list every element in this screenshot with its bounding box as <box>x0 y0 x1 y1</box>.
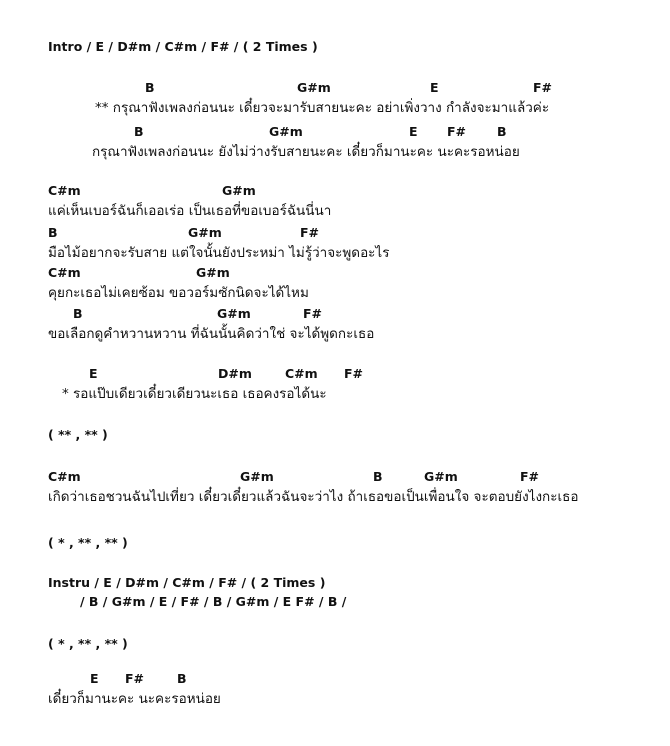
lyric-line: เดี๋ยวก็มานะคะ นะคะรอหน่อย <box>48 691 221 707</box>
lyric-line: กรุณาฟังเพลงก่อนนะ ยังไม่ว่างรับสายนะคะ เดี๋ยวก็มานะคะ นะคะรอหน่อย <box>92 144 520 160</box>
chord-fsharp: F# <box>300 225 320 240</box>
chord-dsharpm: D#m <box>218 366 252 381</box>
chord-gsharpm: G#m <box>240 469 274 484</box>
repeat-2-text: ( * , ** , ** ) <box>48 535 128 550</box>
lyric-line: ขอเลือกดูคำหวานหวาน ที่ฉันนั้นคิดว่าใช่ จะได้พูดกะเธอ <box>48 326 375 342</box>
lyric-line: ** กรุณาฟังเพลงก่อนนะ เดี๋ยวจะมารับสายนะคะ อย่าเพิ่งวาง กำลังจะมาแล้วค่ะ <box>95 100 550 116</box>
chord-fsharp: F# <box>125 671 145 686</box>
chord-fsharp: F# <box>303 306 323 321</box>
intro-text: Intro / E / D#m / C#m / F# / ( 2 Times ) <box>48 39 318 54</box>
chord-b: B <box>73 306 83 321</box>
chord-b: B <box>497 124 507 139</box>
lyric-line: มือไม้อยากจะรับสาย แต่ใจนั้นยังประหม่า ไม่รู้ว่าจะพูดอะไร <box>48 245 390 261</box>
chord-b: B <box>145 80 155 95</box>
chord-e: E <box>89 366 98 381</box>
chord-b: B <box>177 671 187 686</box>
lyric-line: แค่เห็นเบอร์ฉันก็เออเร่อ เป็นเธอที่ขอเบอร์ฉันนี่นา <box>48 203 332 219</box>
chord-gsharpm: G#m <box>269 124 303 139</box>
chord-csharpm: C#m <box>285 366 318 381</box>
lyric-line: * รอแป๊บเดียวเดี๋ยวเดียวนะเธอ เธอคงรอได้นะ <box>62 386 327 402</box>
chord-csharpm: C#m <box>48 265 81 280</box>
chord-b: B <box>373 469 383 484</box>
chord-b: B <box>134 124 144 139</box>
repeat-3-text: ( * , ** , ** ) <box>48 636 128 651</box>
instru-text: / B / G#m / E / F# / B / G#m / E F# / B / <box>80 594 347 609</box>
chord-fsharp: F# <box>344 366 364 381</box>
chord-e: E <box>90 671 99 686</box>
lyric-line: เกิดว่าเธอชวนฉันไปเที่ยว เดี๋ยวเดี๋ยวแล้วฉันจะว่าไง ถ้าเธอขอเป็นเพื่อนใจ จะตอบยังไงกะเธอ <box>48 489 579 505</box>
chord-gsharpm: G#m <box>196 265 230 280</box>
chord-csharpm: C#m <box>48 183 81 198</box>
chord-e: E <box>430 80 439 95</box>
chord-e: E <box>409 124 418 139</box>
chord-gsharpm: G#m <box>297 80 331 95</box>
chord-csharpm: C#m <box>48 469 81 484</box>
chord-b: B <box>48 225 58 240</box>
chord-fsharp: F# <box>520 469 540 484</box>
chord-gsharpm: G#m <box>217 306 251 321</box>
chord-gsharpm: G#m <box>222 183 256 198</box>
chord-gsharpm: G#m <box>424 469 458 484</box>
chord-fsharp: F# <box>533 80 553 95</box>
repeat-1-text: ( ** , ** ) <box>48 427 108 442</box>
instru-text: Instru / E / D#m / C#m / F# / ( 2 Times ) <box>48 575 326 590</box>
chord-fsharp: F# <box>447 124 467 139</box>
lyric-line: คุยกะเธอไม่เคยซ้อม ขอวอร์มซักนิดจะได้ไหม <box>48 285 309 301</box>
chord-gsharpm: G#m <box>188 225 222 240</box>
